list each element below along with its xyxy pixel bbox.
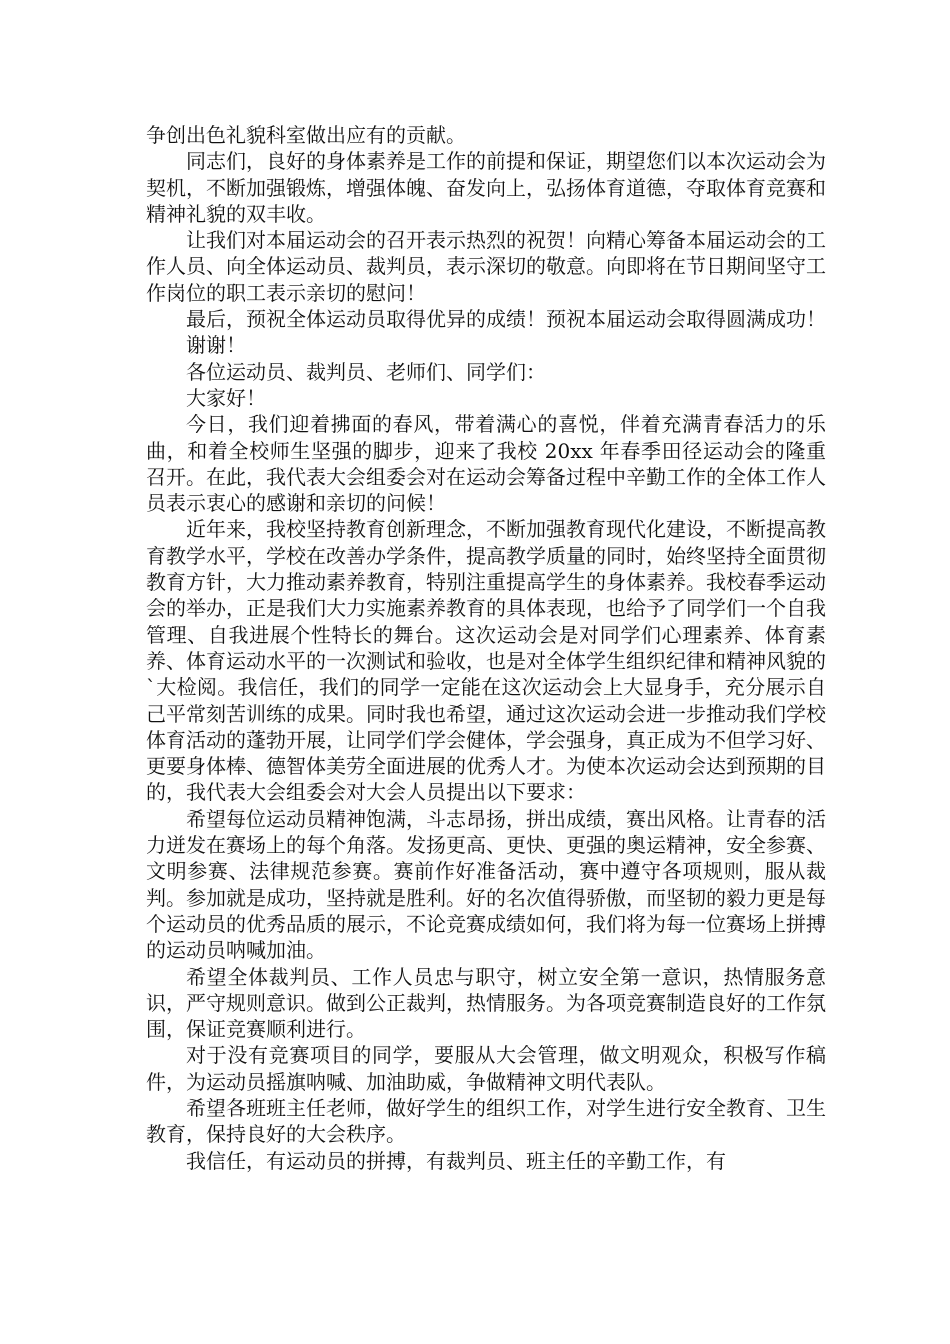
- paragraph-5: 谢谢！: [186, 333, 246, 358]
- paragraph-10: 希望每位运动员精神饱满，斗志昂扬，拼出成绩，赛出风格。让青春的活力迸发在赛场上的每个角落。发扬更高、更快、更强的奥运精神，安全参赛、文明参赛、法律规范参赛。赛前作好准备活动，赛中遵守各项规则，服从裁判。参加就是成功，坚持就是胜利。好的名次值得骄傲，而坚韧的毅力更是每个运动员的优秀品质的展示，不论竞赛成绩如何，我们将为每一位赛场上拼搏的运动员呐喊加油。: [146, 806, 826, 963]
- paragraph-6: 各位运动员、裁判员、老师们、同学们：: [186, 359, 546, 384]
- paragraph-13: 希望各班班主任老师，做好学生的组织工作，对学生进行安全教育、卫生教育，保持良好的大会秩序。: [146, 1095, 826, 1147]
- document-body: [146, 122, 826, 1174]
- paragraph-11: 希望全体裁判员、工作人员忠与职守，树立安全第一意识，热情服务意识，严守规则意识。做到公正裁判，热情服务。为各项竞赛制造良好的工作氛围，保证竞赛顺利进行。: [146, 964, 826, 1042]
- paragraph-8: 今日，我们迎着拂面的春风，带着满心的喜悦，伴着充满青春活力的乐曲，和着全校师生坚强的脚步，迎来了我校 20xx 年春季田径运动会的隆重召开。在此，我代表大会组委会对在运动会筹备过程中辛勤工作的全体工作人员表示衷心的感谢和亲切的问候！: [146, 412, 826, 516]
- paragraph-1: 争创出色礼貌科室做出应有的贡献。: [146, 123, 466, 147]
- paragraph-7: 大家好！: [186, 385, 266, 410]
- paragraph-2: 同志们，良好的身体素养是工作的前提和保证，期望您们以本次运动会为契机，不断加强锻炼，增强体魄、奋发向上，弘扬体育道德，夺取体育竞赛和精神礼貌的双丰收。: [146, 149, 826, 226]
- paragraph-9: 近年来，我校坚持教育创新理念，不断加强教育现代化建设，不断提高教育教学水平，学校在改善办学条件，提高教学质量的同时，始终坚持全面贯彻教育方针，大力推动素养教育，特别注重提高学生的身体素养。我校春季运动会的举办，正是我们大力实施素养教育的具体表现，也给予了同学们一个自我管理、自我进展个性特长的舞台。这次运动会是对同学们心理素养、体育素养、体育运动水平的一次测试和验收，也是对全体学生组织纪律和精神风貌的`大检阅。我信任，我们的同学一定能在这次运动会上大显身手，充分展示自己平常刻苦训练的成果。同时我也希望，通过这次运动会进一步推动我们学校体育活动的蓬勃开展，让同学们学会健体，学会强身，真正成为不但学习好、更要身体棒、德智体美劳全面进展的优秀人才。为使本次运动会达到预期的目的，我代表大会组委会对大会人员提出以下要求：: [146, 517, 826, 805]
- paragraph-3: 让我们对本届运动会的召开表示热烈的祝贺！向精心筹备本届运动会的工作人员、向全体运动员、裁判员，表示深切的敬意。向即将在节日期间坚守工作岗位的职工表示亲切的慰问！: [146, 228, 826, 305]
- paragraph-14: 我信任，有运动员的拼搏，有裁判员、班主任的辛勤工作，有: [186, 1148, 726, 1173]
- paragraph-12: 对于没有竞赛项目的同学，要服从大会管理，做文明观众，积极写作稿件，为运动员摇旗呐喊、加油助威，争做精神文明代表队。: [146, 1043, 826, 1094]
- paragraph-4: 最后，预祝全体运动员取得优异的成绩！预祝本届运动会取得圆满成功！: [186, 307, 826, 332]
